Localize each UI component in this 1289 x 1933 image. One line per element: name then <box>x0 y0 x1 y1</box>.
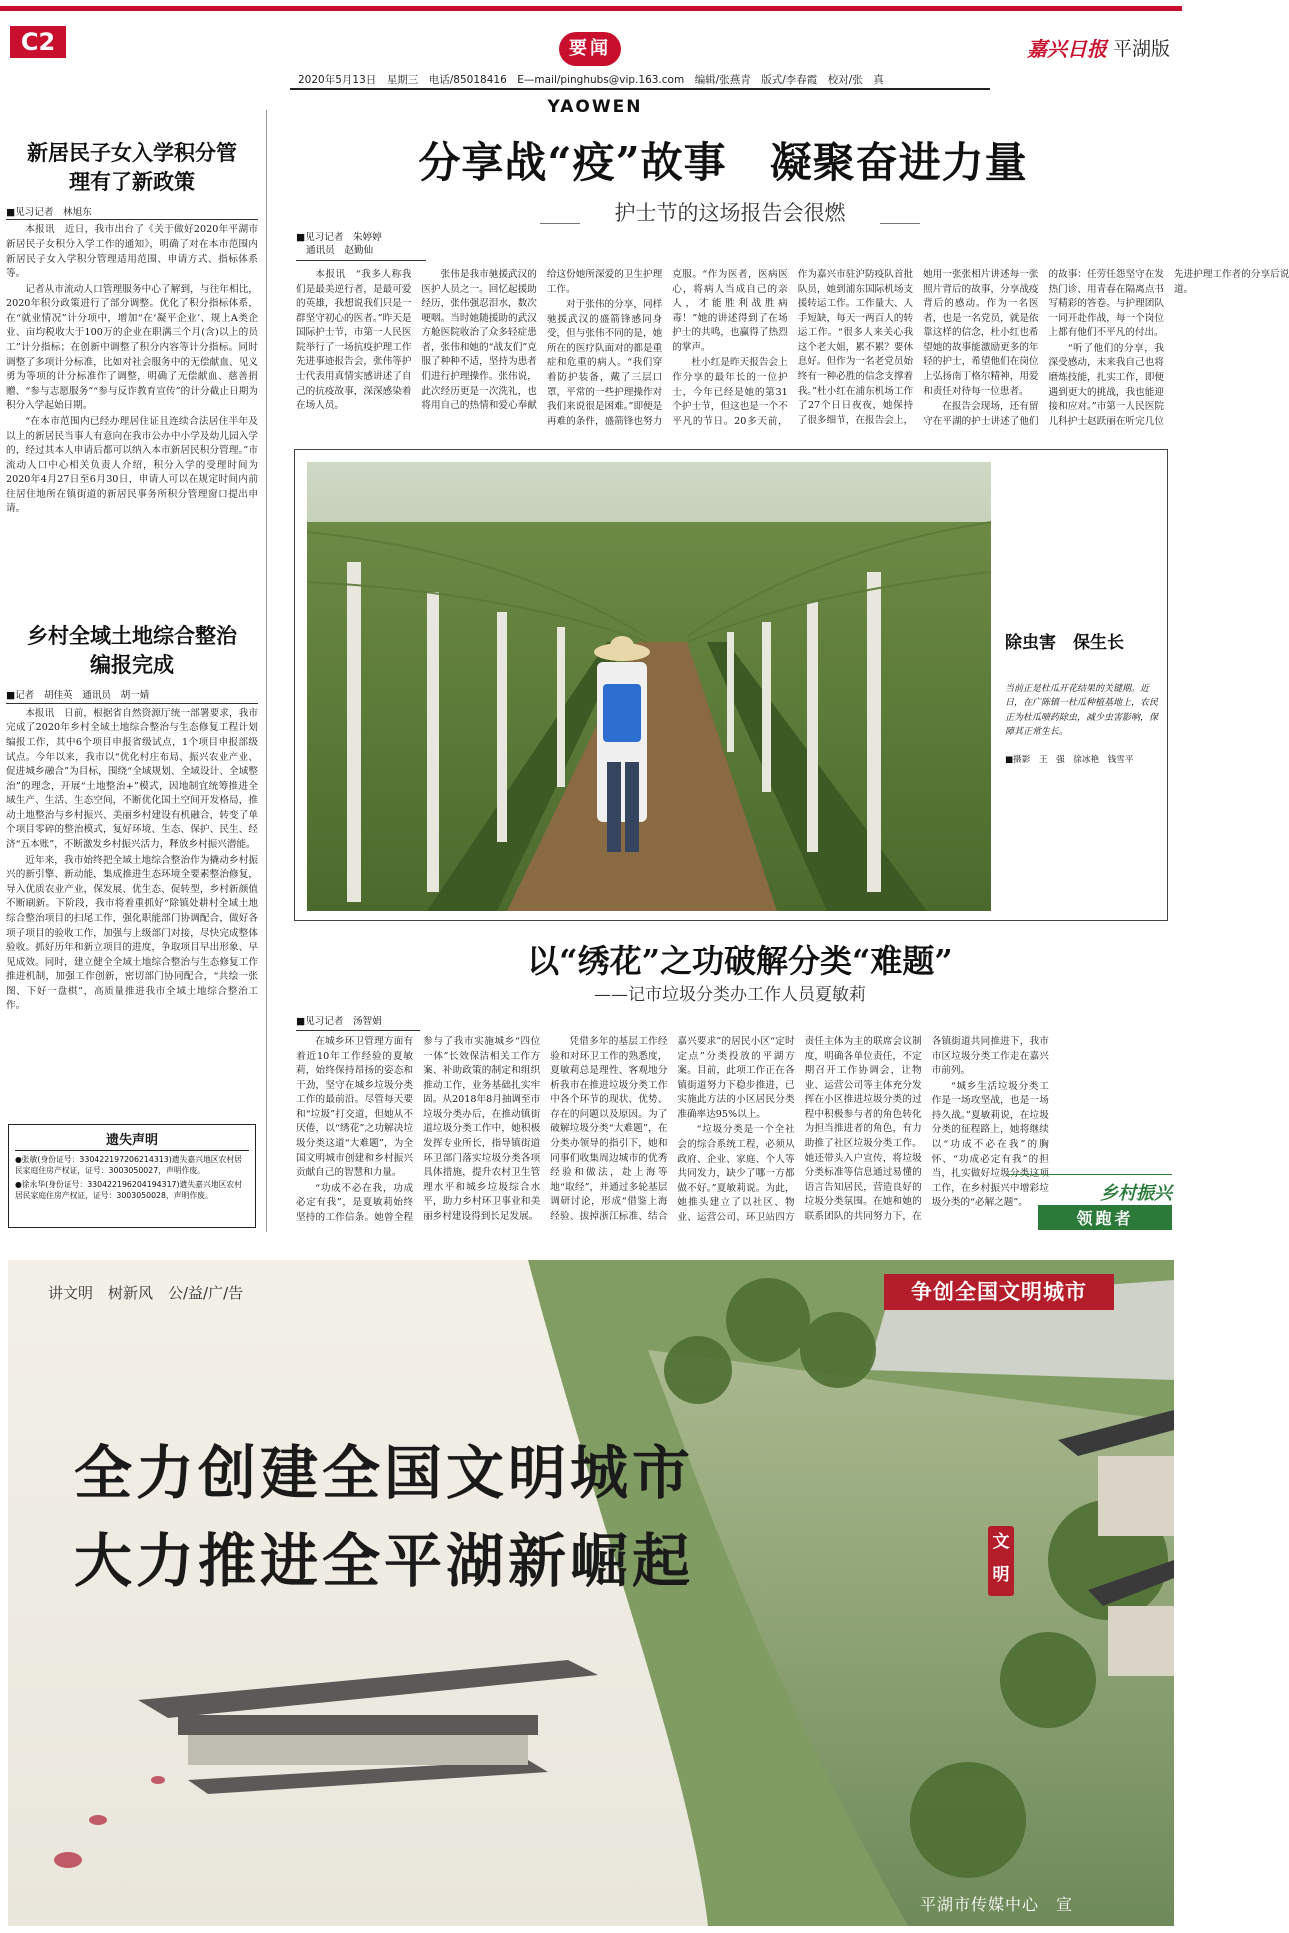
paragraph: “在本市范围内已经办理居住证且连续合法居住半年及以上的新居民当事人有意向在我市公办中小学及幼儿园入学的，经过其本人申请后都可以纳入本市新居民积分管理。”市流动人口中心相关负责人介绍，积分入学的受理时间为2020年4月27日至6月30日，申请人可以在规定时间内前往居住地所在镇街道的新居民事务所积分管理窗口提出申请。 <box>6 415 258 515</box>
photo-caption: 当前正是杜瓜开花结果的关键期。近日，在广陈镇一杜瓜种植基地上，农民正为杜瓜喷药除虫，减少虫害影响，保障其正常生长。 <box>1005 684 1159 738</box>
left-column <box>6 138 258 1228</box>
paper-logo: 嘉兴日报 <box>1026 36 1107 61</box>
paragraph: 本报讯 近日，我市出台了《关于做好2020年平湖市新居民子女积分入学工作的通知》，明确了对在本市范围内新居民子女入学积分管理适用范围、申请方式、指标体系等。 <box>6 224 258 280</box>
farm-photo <box>307 462 991 911</box>
paragraph: 凭借多年的基层工作经验和对环卫工作的熟悉度，夏敏莉总是理性、客观地分析我市在推进垃圾分类工作中各个环节的现状、优势、存在的问题以及原因。为了破解垃圾分类“大难题”，在分类办领导的指引下，她和同事们收集周边城市的优秀经验和做法，赴上海等地“取经”，并通过多轮基层调研讨论，形成“借鉴上海经验、拔掉浙江标准、结合嘉兴要求”的居民小区“定时定点”分类投放的平湖方案。目前，此项工作正在各镇街道努力下稳步推进，已实施此方法的小区居民分类准确率达95%以上。 <box>550 1036 795 1222</box>
lead-byline-reporter: ■见习记者 朱婷婷 <box>296 232 382 243</box>
lead-subtitle-rule-left <box>540 223 580 224</box>
ad-slogan-1: 全力创建全国文明城市 <box>74 1439 695 1507</box>
lost-notice-item: ●徐永华(身份证号：330422196204194317)遗失嘉兴地区农村居民家庭住房产权证，证号：3003050028，声明作废。 <box>15 1179 242 1200</box>
lead-subtitle: 护士节的这场报告会很燃 <box>614 201 846 225</box>
photo-credit: ■摄影 王 强 徐冰艳 钱雪平 <box>1005 755 1134 765</box>
ad-sponsor: 平湖市传媒中心 宣 <box>920 1895 1074 1914</box>
paragraph: “垃圾分类是一个全社会的综合系统工程，必须从政府、企业、家庭、个人等共同发力，缺少了哪一方都做不好。”夏敏莉说。为此，她推头建立了以社区、物业、运营公司、环卫站四方责任主体为主的联席会议制度，明确各单位责任，不定期召开工作协调会，让物业、运营公司等主体充分发挥在小区推进垃圾分类的过程中积极参与者的角色转化为担当推进者的角色，有力助推了社区垃圾分类工作。她还带头入户宣传，将垃圾分类标准等信息通过易懂的语言告知居民，营造良好的垃圾分类氛围。在她和她的联系团队的共同努力下，在各镇街道共同推进下，我市市区垃圾分类工作走在嘉兴市前列。 <box>677 1036 1049 1223</box>
ad-panel <box>8 1260 1174 1926</box>
lead-title: 分享战“疫”故事 凝聚奋进力量 <box>418 138 1028 187</box>
article1-body <box>6 223 258 609</box>
header-rule <box>290 88 990 90</box>
paragraph: 张伟是我市驰援武汉的医护人员之一。回忆起援助经历，张伟强忍泪水，数次哽咽。当时她随援助的武汉方舱医院收治了众多轻症患者，张伟和她的“战友们”克服了种种不适，坚持为患者们进行护理操作。张伟说，此次经历更是一次洗礼，也将用自己的热情和爱心奉献给这份她所深爱的卫生护理工作。 <box>421 269 663 412</box>
masthead <box>1027 30 1170 64</box>
second-title: 以“绣花”之功破解分类“难题” <box>527 942 953 980</box>
paragraph: 记者从市流动人口管理服务中心了解到，与往年相比，2020年积分政策进行了部分调整。优化了积分指标体系，在“就业情况”计分项中，增加“在‘凝平企业’、规上A类企业、亩均税收大于100万的企业在职满三个月(含)以上的员工”计分指标；在创新中调整了积分内容等计分指标。同时调整了多项计分标准，比如对社会服务中的无偿献血、见义勇为等项的计分标准作了调整，明确了无偿献血、慈善捐赠、“参与志愿服务”“参与反诈教育宣传”的计分截止日期为积分入学起始日期。 <box>6 283 258 412</box>
page-label: C2 <box>10 26 66 58</box>
lost-notice-item: ●张敏(身份证号：330422197206214313)遗失嘉兴地区农村居民家庭住房产权证，证号：3003050027，声明作废。 <box>15 1155 242 1176</box>
lost-notice <box>8 1124 256 1228</box>
badge-line1: 乡村振兴 <box>1100 1183 1172 1204</box>
paragraph: 在城乡环卫管理方面有着近10年工作经验的夏敏莉，始终保持昂扬的姿态和干劲，坚守在城乡垃圾分类工作的最前沿。尽管每天要和“垃圾”打交道，但她从不厌倦，以“绣花”之功解决垃圾分类这道“大难题”，为全国文明城市创建和乡村振兴贡献自己的智慧和力量。 <box>296 1036 414 1179</box>
lead-subtitle-rule-right <box>880 223 920 224</box>
article2-byline: ■记者 胡佳英 通讯员 胡一婧 <box>6 689 258 703</box>
paragraph: “听了他们的分享，我深受感动，未来我自己也将磨炼技能，扎实工作，即便遇到更大的挑战，我也能迎接和应对。”市第一人民医院儿科护士赵跃丽在听完几位先进护理工作者的分享后说道。 <box>1048 269 1289 427</box>
ad-slogan-2: 大力推进全平湖新崛起 <box>74 1527 695 1595</box>
article2-body <box>6 707 258 1144</box>
article1-byline: ■见习记者 林旭东 <box>6 206 258 220</box>
paragraph: 杜小红是昨天报告会上作分享的最年长的一位护士，今年已经是她的第31个护士节，但这也是一个不平凡的节日。20多天前，作为嘉兴市驻沪防疫队首批队员，她到浦东国际机场支援转运工作。工作量大、人手短缺，每天一两百人的转运工作。“很多人来关心我这个老大姐，累不累？要休息好。但作为一名老党员始终有一种必胜的信念支撑着我。”杜小红在浦东机场工作了27个日日夜夜，她保持了很多细节，在报告会上，她用一张张相片讲述每一张照片背后的故事，分享战疫背后的感动。作为一名医者，也是一名党员，就是依靠这样的信念，杜小红也希望她的故事能激励更多的年轻的护士，希望他们在岗位上弘扬南丁格尔精神，用爱和责任对待每一位患者。 <box>672 269 1039 427</box>
ad-seal: 文明 <box>988 1526 1014 1596</box>
article1-title: 新居民子女入学积分管理有了新政策 <box>27 140 237 194</box>
paragraph: 在报告会现场，还有留守在平湖的护士讲述了他们的故事：任劳任怨坚守在发热门诊、用青春在隔离点书写精彩的答卷。与护理团队一同开赴作战，每一个岗位上都有他们不平凡的付出。 <box>923 269 1164 427</box>
second-subtitle: ——记市垃圾分类办工作人员夏敏莉 <box>594 985 866 1005</box>
paragraph: 本报讯 “我多人称我们是最美逆行者，是最可爱的英雄，我想说我们只是一群坚守初心的医者。”昨天是国际护士节，市第一人民医院举行了一场抗疫护理工作先进事迹报告会，张伟等护士代表用真情实感讲述了自己的抗疫故事，深深感染着在场人员。 <box>296 269 412 412</box>
lost-notice-title: 遗失声明 <box>15 1129 249 1151</box>
column-divider <box>266 110 267 1232</box>
lead-byline-correspondent: 通讯员 赵勤仙 <box>306 245 374 257</box>
article2-title: 乡村全域土地综合整治编报完成 <box>27 623 237 678</box>
header-info-line: 2020年5月13日 星期三 电话/85018416 E—mail/pinghubs@vip.163.com 编辑/张燕青 版式/李春霞 校对/张 真 <box>298 74 884 86</box>
lead-byline <box>296 231 426 261</box>
paragraph: “城乡生活垃圾分类工作是一场攻坚战，也是一场持久战。”夏敏莉说，在垃圾分类的征程路上，她将继续以“功成不必在我”的胸怀、“功成必定有我”的担当，扎实做好垃圾分类这项工作，在乡村振兴中增彩垃圾分类的“必解之题”。 <box>931 1080 1049 1209</box>
paragraph: 本报讯 日前，根据省自然资源厅统一部署要求，我市完成了2020年乡村全域土地综合整治与生态修复工程计划编报工作，其中6个项目申报省级试点，1个项目申报部级试点。今年以来，我市以“优化村庄布局、振兴农业产业、促进城乡融合”为目标，围绕“全域规划、全域设计、全域整治”的理念，开展“土地整治+”模式，因地制宜统筹推进全域生产、生活、生态空间，不断优化国土空间开发格局，推动土地整治与乡村振兴、美丽乡村建设有机融合，转变了单个项目零碎的整治模式，复好环境、生态、保护、民生、经济“五本账”，不断激发乡村振兴活力，释放乡村振兴潜能。 <box>6 707 258 851</box>
second-byline-text: ■见习记者 汤智娟 <box>296 1016 382 1027</box>
paragraph: 近年来，我市始终把全域土地综合整治作为撬动乡村振兴的新引擎、新动能，集成推进生态环境全要素整治修复，导入优质农业产业，保发展、优生态、促转型，乡村新颜值不断刷新。下阶段，我市将着重抓好“除镇处耕村全域土地综合整治项目的扫尾工作，强化职能部门协调配合，做好各项子项目的验收工作，加强与上级部门对接，尽快完成整体验收。抓好历年和新立项目的进度，争取项目早出形象、早见成效。同时，建立健全全域土地综合整治与生态修复工作推进机制，加强工作创新，密切部门协同配合，“共绘一张图、下好一盘棋”，高质量推进我市全域土地综合整治工作。 <box>6 854 258 1012</box>
paragraph: “功成不必在我，功成必定有我”，是夏敏莉始终坚持的工作信条。她曾全程参与了我市实施城乡“四位一体”长效保洁相关工作方案、补助政策的制定和组织推动工作，业务基础扎实牢固。从2018年8月抽调至市垃圾分类办后，在推动镇街道垃圾分类工作中，她积极发挥专业所长，指导镇街道环卫部门落实垃圾分类各项具体措施，提升农村卫生管理水平和城乡垃圾综合水平，助力乡村环卫事业和美丽乡村建设得到长足发展。 <box>296 1036 541 1223</box>
section-seal: 要闻 <box>559 32 621 66</box>
section-pinyin: YAOWEN <box>547 97 643 117</box>
rural-revitalization-badge <box>1008 1174 1172 1230</box>
second-byline <box>296 1015 420 1031</box>
lead-body <box>296 268 1289 438</box>
paragraph: 对于张伟的分享，同样驰援武汉的盛箭锋感同身受，但与张伟不同的是，她所在的医疗队面对的都是重症和危重的病人。“我们穿着防护装备，戴了三层口罩，平常的一些护理操作对我们来说很是困难。”即便是再难的条件，盛箭锋也努力克服。“作为医者，医病医心，将病人当成自己的亲人，才能胜利战胜病毒！”她的讲述得到了在场护士的共鸣，也赢得了热烈的掌声。 <box>546 269 788 427</box>
top-red-rule <box>0 6 1182 11</box>
ad-banner: 争创全国文明城市 <box>884 1274 1114 1310</box>
ad-tagline: 讲文明 树新风 公/益/广/告 <box>48 1284 244 1302</box>
photo-feature-title: 除虫害 保生长 <box>1005 633 1124 653</box>
badge-line2: 领跑者 <box>1038 1205 1172 1230</box>
edition-label: 平湖版 <box>1112 37 1170 60</box>
